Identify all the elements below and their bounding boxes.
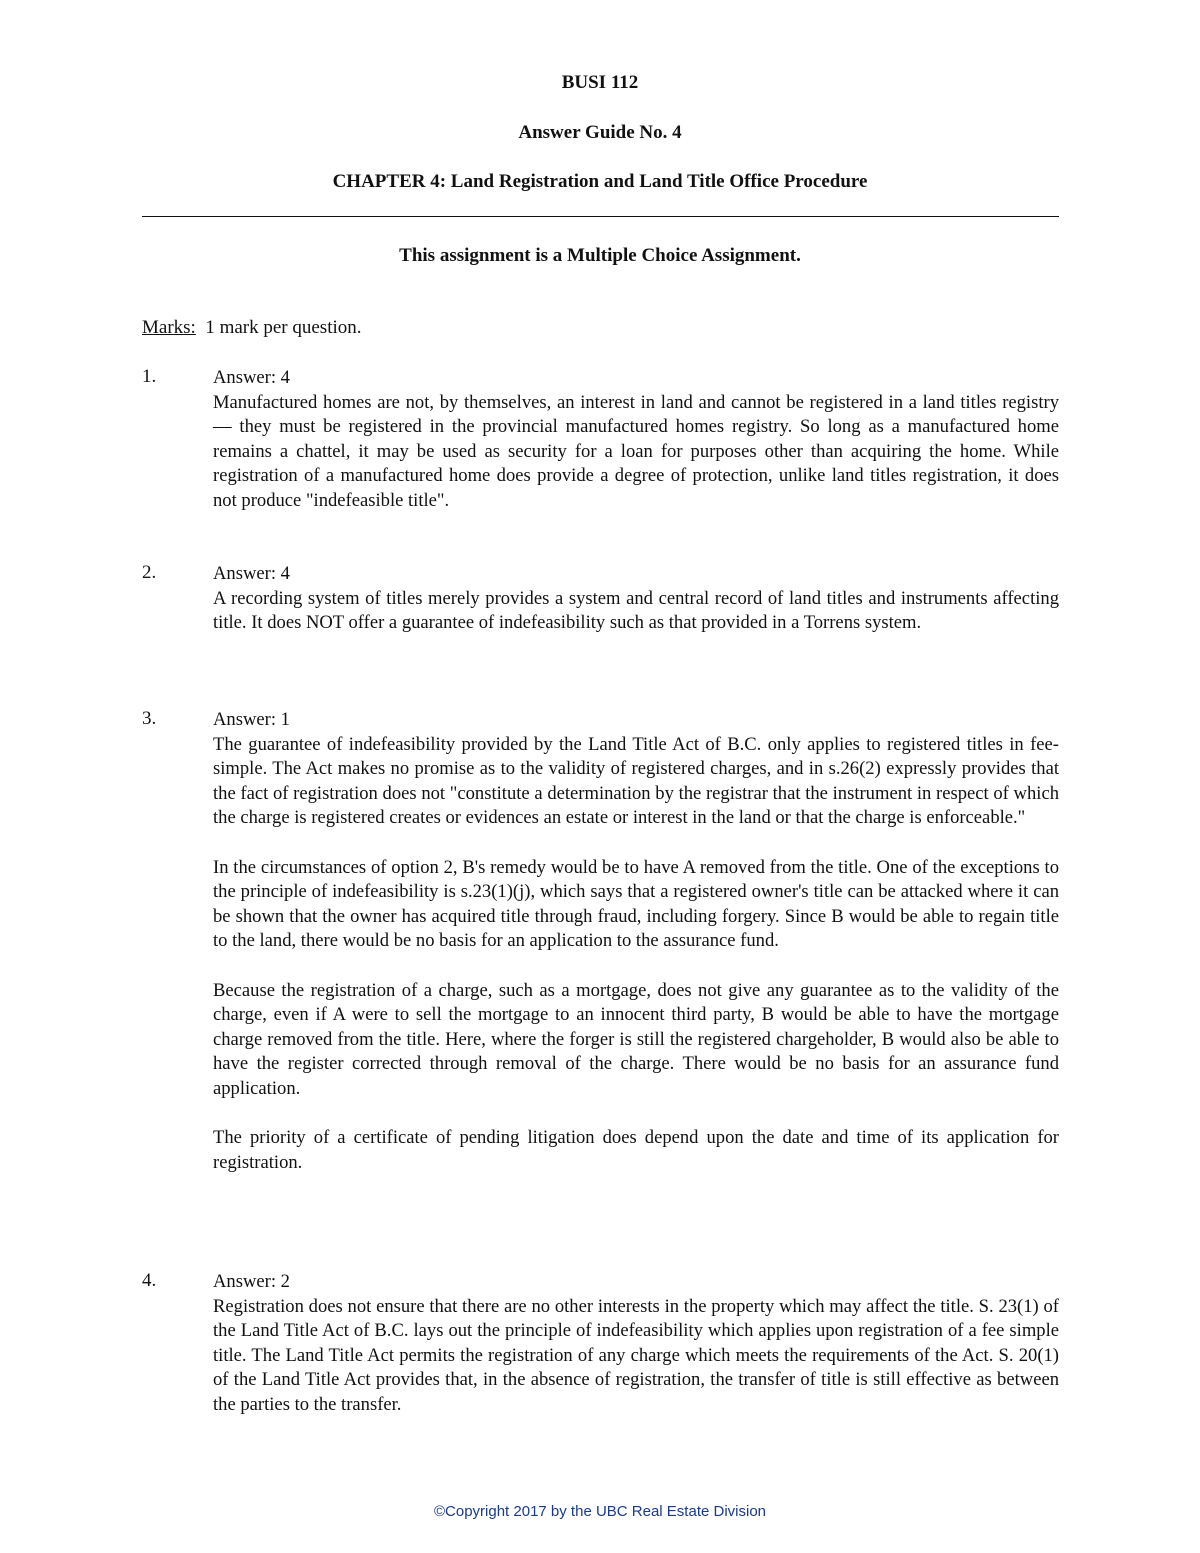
question-number: 4. [142,1270,157,1291]
marks-label: Marks: [142,317,196,338]
answer-label: Answer: 4 [213,563,290,584]
marks-text: 1 mark per question. [205,317,362,338]
question-number: 2. [142,562,157,583]
guide-title: Answer Guide No. 4 [518,122,682,143]
explanation-paragraph: Because the registration of a charge, such as a mortgage, does not give any guarantee as to the validity of the charge, even if A were to sell the mortgage to an innocent third party, B would be able to have the mortgage charge removed from the title. Here, where the forger is still the registered chargeholder, B would also be able to have the register corrected through removal of the charge. There would be no basis for an assurance fund application. [213,979,1059,1099]
explanation-paragraph: In the circumstances of option 2, B's remedy would be to have A removed from the title. One of the exceptions to the principle of indefeasibility is s.23(1)(j), which says that a registered owner's title can be attacked where it can be shown that the owner has acquired title through fraud, including forgery. Since B would be able to regain title to the land, there would be no basis for an application to the assurance fund. [213,856,1059,952]
answer-label: Answer: 2 [213,1271,290,1292]
explanation-paragraph: The guarantee of indefeasibility provided by the Land Title Act of B.C. only applies to registered titles in fee-simple. The Act makes no promise as to the validity of registered charges, and in s.26(2) expressly provides that the fact of registration does not "constitute a determination by the registrar that the instrument in respect of which the charge is registered creates or evidences an estate or interest in the land or that the charge is enforceable." [213,733,1059,829]
chapter-title: CHAPTER 4: Land Registration and Land Title Office Procedure [332,171,868,192]
course-title: BUSI 112 [561,72,639,93]
marks-line [142,317,362,339]
explanation-paragraph: Registration does not ensure that there are no other interests in the property which may affect the title. S. 23(1) of the Land Title Act of B.C. lays out the principle of indefeasibility which applies upon registration of a fee simple title. The Land Title Act permits the registration of any charge which meets the requirements of the Act. S. 20(1) of the Land Title Act provides that, in the absence of registration, the transfer of title is still effective as between the parties to the transfer. [213,1295,1059,1415]
question-body [213,1270,1059,1418]
answer-label: Answer: 1 [213,709,290,730]
header-divider [142,216,1059,217]
explanation-paragraph: A recording system of titles merely provides a system and central record of land titles and instruments affecting title. It does NOT offer a guarantee of indefeasibility such as that provided in a Torrens system. [213,587,1059,634]
question-body [213,366,1059,514]
explanation-paragraph: The priority of a certificate of pending litigation does depend upon the date and time of its application for registration. [213,1127,1059,1173]
explanation-paragraph: Manufactured homes are not, by themselves, an interest in land and cannot be registered in a land titles registry — they must be registered in the provincial manufactured homes registry. So long as a manufactured home remains a chattel, it may be used as security for a loan for purposes other than acquiring the home. While registration of a manufactured home does provide a degree of protection, unlike land titles registration, it does not produce "indefeasible title". [213,391,1059,511]
answer-label: Answer: 4 [213,367,290,388]
question-number: 1. [142,366,157,387]
copyright-footer: ©Copyright 2017 by the UBC Real Estate Division [433,1503,767,1520]
question-number: 3. [142,708,157,729]
question-body [213,708,1059,1175]
question-body [213,562,1059,636]
assignment-type: This assignment is a Multiple Choice Assignment. [399,245,801,266]
